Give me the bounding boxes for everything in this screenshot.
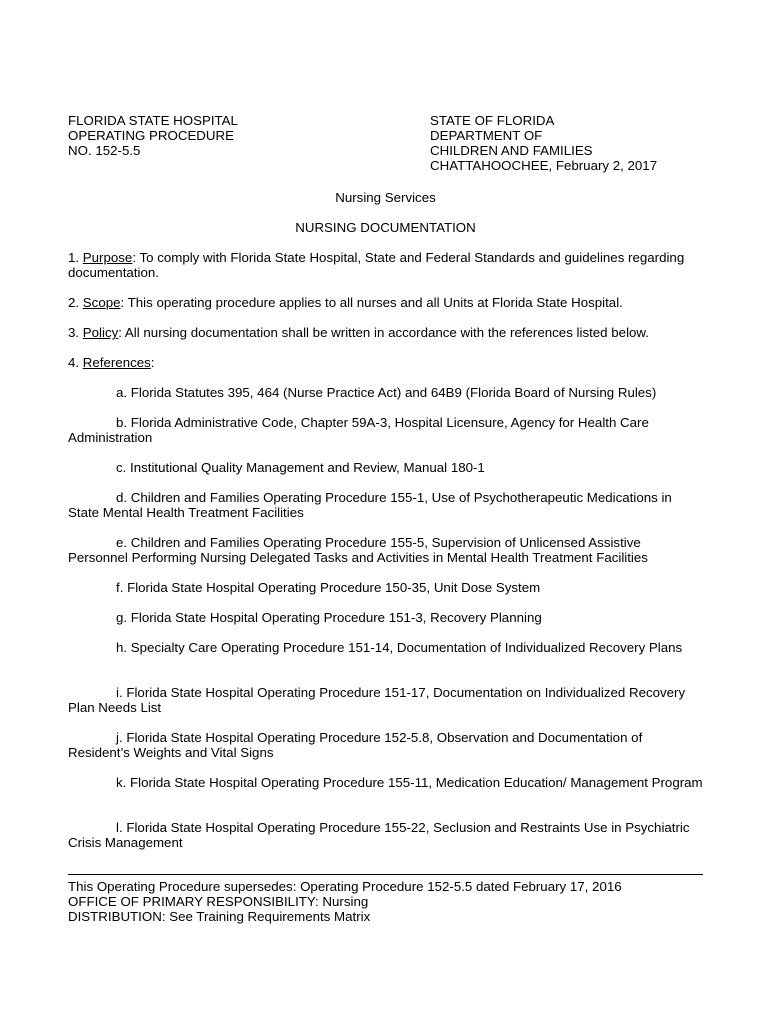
reference-item xyxy=(68,640,703,655)
reference-text: h. Specialty Care Operating Procedure 151-14, Documentation of Individualized Recovery Plans xyxy=(116,640,683,655)
header-right-line: CHILDREN AND FAMILIES xyxy=(430,143,593,158)
reference-item xyxy=(68,820,703,850)
reference-text: i. Florida State Hospital Operating Procedure 151-17, Documentation on Individualized Recovery Plan Needs List xyxy=(68,685,686,715)
document-subtitle: Nursing Services xyxy=(335,190,436,205)
header-right-block xyxy=(430,113,657,173)
reference-item xyxy=(68,535,703,565)
reference-text: k. Florida State Hospital Operating Procedure 155-11, Medication Education/ Management Program xyxy=(116,775,703,790)
reference-text: e. Children and Families Operating Procedure 155-5, Supervision of Unlicensed Assistive Personnel Performing Nursing Delegated Tasks and Activities in Mental Health Treatment Facilities xyxy=(68,535,648,565)
header-left-line: NO. 152-5.5 xyxy=(68,143,141,158)
reference-item xyxy=(68,385,703,400)
footer-distribution: DISTRIBUTION: See Training Requirements Matrix xyxy=(68,909,371,924)
section-number: 2. xyxy=(68,295,83,310)
section-purpose xyxy=(68,250,703,280)
reference-text: c. Institutional Quality Management and Review, Manual 180-1 xyxy=(116,460,485,475)
reference-item xyxy=(68,610,703,625)
reference-text: g. Florida State Hospital Operating Procedure 151-3, Recovery Planning xyxy=(116,610,542,625)
section-number: 3. xyxy=(68,325,83,340)
section-label: Policy xyxy=(82,325,119,340)
section-label: Scope xyxy=(82,295,121,310)
section-label: Purpose xyxy=(82,250,133,265)
section-policy xyxy=(68,325,703,340)
reference-item xyxy=(68,460,703,475)
header-left-line: FLORIDA STATE HOSPITAL xyxy=(68,113,238,128)
header-left-line: OPERATING PROCEDURE xyxy=(68,128,234,143)
reference-item xyxy=(68,685,703,715)
reference-text: d. Children and Families Operating Procedure 155-1, Use of Psychotherapeutic Medications in State Mental Health Treatment Facilities xyxy=(68,490,672,520)
header-right-line: CHATTAHOOCHEE, February 2, 2017 xyxy=(430,158,658,173)
reference-item xyxy=(68,415,703,445)
document-title: NURSING DOCUMENTATION xyxy=(295,220,476,235)
footer-supersedes: This Operating Procedure supersedes: Operating Procedure 152-5.5 dated February 17, 2016 xyxy=(68,879,622,894)
section-text: : This operating procedure applies to all nurses and all Units at Florida State Hospital. xyxy=(120,295,623,310)
document-footer xyxy=(68,874,703,924)
section-text: : xyxy=(150,355,155,370)
header-left-block xyxy=(68,113,238,158)
section-number: 1. xyxy=(68,250,83,265)
reference-item xyxy=(68,730,703,760)
section-text: : All nursing documentation shall be written in accordance with the references listed below. xyxy=(118,325,649,340)
reference-text: l. Florida State Hospital Operating Procedure 155-22, Seclusion and Restraints Use in Psychiatric Crisis Management xyxy=(68,820,690,850)
reference-text: j. Florida State Hospital Operating Procedure 152-5.8, Observation and Documentation of Resident’s Weights and Vital Signs xyxy=(68,730,643,760)
reference-item xyxy=(68,490,703,520)
section-label: References xyxy=(82,355,151,370)
reference-text: f. Florida State Hospital Operating Procedure 150-35, Unit Dose System xyxy=(116,580,541,595)
reference-item xyxy=(68,580,703,595)
header-right-line: STATE OF FLORIDA xyxy=(430,113,555,128)
reference-item xyxy=(68,775,703,790)
section-references xyxy=(68,355,703,370)
reference-text: b. Florida Administrative Code, Chapter 59A-3, Hospital Licensure, Agency for Health Care Administration xyxy=(68,415,649,445)
section-scope xyxy=(68,295,703,310)
reference-text: a. Florida Statutes 395, 464 (Nurse Practice Act) and 64B9 (Florida Board of Nursing Rules) xyxy=(116,385,657,400)
footer-responsibility: OFFICE OF PRIMARY RESPONSIBILITY: Nursing xyxy=(68,894,369,909)
section-number: 4. xyxy=(68,355,83,370)
section-text: : To comply with Florida State Hospital, State and Federal Standards and guidelines regarding documentation. xyxy=(68,250,685,280)
header-right-line: DEPARTMENT OF xyxy=(430,128,543,143)
